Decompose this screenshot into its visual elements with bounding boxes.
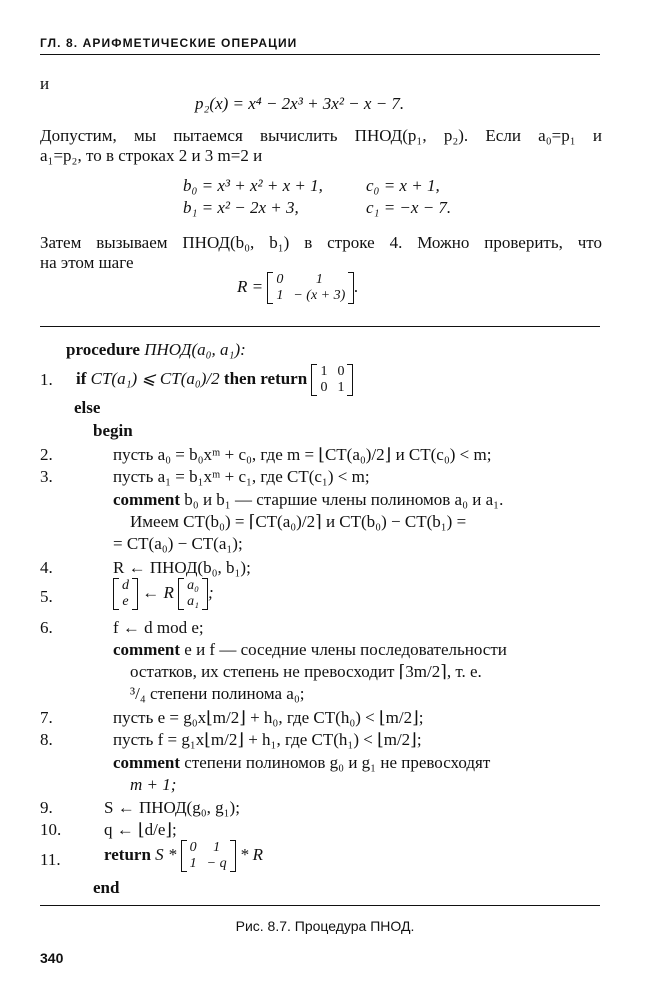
- equation-c1: c₁ = −x − 7.: [366, 198, 452, 217]
- equation-R: [237, 272, 359, 304]
- line-number-2: 2.: [40, 445, 53, 464]
- figure-caption: Рис. 8.7. Процедура ПНОД.: [235, 918, 415, 934]
- code-line-7: пусть e = g₀x⌊m/2⌋ + h₀, где CT(h₀) < ⌊m/2⌋;: [113, 708, 424, 727]
- comment-2-line-3: ³/₄ степени полинома a₀;: [130, 684, 305, 703]
- comment-1-line-1: [113, 490, 503, 510]
- matrix-cell: 1: [320, 364, 328, 379]
- paragraph-2-line-2: на этом шаге: [40, 253, 134, 272]
- code-line-1: [76, 364, 353, 396]
- comment-1-line-2: Имеем CT(b₀) = ⌈CT(a₀)/2⌉ и CT(b₀) − CT(b₁) =: [130, 512, 467, 531]
- vector-a: [178, 578, 208, 610]
- equation-b0: b₀ = x³ + x² + x + 1,: [183, 176, 323, 195]
- keyword-comment: comment: [113, 640, 181, 659]
- paragraph-1-line-2: a₁=p₂, то в строках 2 и 3 m=2 и: [40, 146, 263, 165]
- header-rule: [40, 54, 600, 55]
- comment-2-line-1: [113, 640, 507, 660]
- vector-cell: a₀: [187, 578, 200, 593]
- comment-text: e и f — соседние члены последовательности: [184, 640, 507, 659]
- matrix-R-cell: 1: [315, 272, 323, 287]
- code-line-5: [113, 578, 214, 610]
- keyword-if: if: [76, 368, 87, 388]
- keyword-end: end: [93, 878, 120, 897]
- matrix-R-cell: 0: [276, 272, 284, 287]
- word-and: и: [40, 74, 50, 93]
- condition: CT(a₁) ⩽ CT(a₀)/2: [90, 368, 220, 388]
- matrix-cell: 1: [337, 380, 345, 395]
- matrix-cell: − q: [206, 856, 227, 871]
- matrix-cell: 0: [189, 840, 197, 855]
- paragraph-1-line-1: Допустим, мы пытаемся вычислить ПНОД(p₁, p₂). Если a₀=p₁ и: [40, 126, 602, 145]
- equation-p2: p₂(x) = x⁴ − 2x³ + 3x² − x − 7.: [195, 94, 405, 113]
- matrix-cell: 1: [189, 856, 197, 871]
- running-header: ГЛ. 8. АРИФМЕТИЧЕСКИЕ ОПЕРАЦИИ: [40, 36, 298, 50]
- comment-text: степени полиномов g₀ и g₁ не превосходят: [184, 753, 491, 772]
- vector-cell: a₁: [187, 594, 200, 609]
- figure-bottom-rule: [40, 905, 600, 906]
- comment-2-line-2: остатков, их степень не превосходит ⌈3m/2⌉, т. е.: [130, 662, 482, 681]
- equation-b1: b₁ = x² − 2x + 3,: [183, 198, 299, 217]
- matrix-q: [181, 840, 236, 872]
- keyword-comment: comment: [113, 490, 181, 509]
- vector-cell: e: [122, 594, 129, 609]
- keyword-begin: begin: [93, 421, 133, 440]
- keyword-then-return: then return: [223, 368, 308, 388]
- matrix-cell: 1: [213, 840, 221, 855]
- semicolon: ;: [208, 582, 214, 602]
- comment-3-line-2: m + 1;: [130, 775, 177, 794]
- keyword-else: else: [74, 398, 101, 417]
- matrix-R-cell: 1: [276, 288, 284, 303]
- comment-1-line-3: = CT(a₀) − CT(a₁);: [113, 534, 243, 553]
- code-line-3: пусть a₁ = b₁xᵐ + c₁, где CT(c₁) < m;: [113, 467, 370, 486]
- code-line-4: R ← ПНОД(b₀, b₁);: [113, 558, 251, 577]
- keyword-comment: comment: [113, 753, 181, 772]
- line-number-11: 11.: [40, 850, 61, 869]
- line-number-3: 3.: [40, 467, 53, 486]
- code-line-6: f ← d mod e;: [113, 618, 204, 637]
- line-number-9: 9.: [40, 798, 53, 817]
- return-expr-pre: S *: [155, 844, 177, 864]
- matrix-cell: 0: [337, 364, 345, 379]
- procedure-signature: ПНОД(a₀, a₁):: [144, 340, 246, 359]
- code-line-11: [104, 840, 263, 872]
- keyword-procedure: procedure: [66, 340, 140, 359]
- assign-R: ← R: [142, 582, 174, 602]
- matrix-R-cell: − (x + 3): [293, 288, 346, 303]
- line-number-7: 7.: [40, 708, 53, 727]
- figure-top-rule: [40, 326, 600, 327]
- paragraph-2-line-1: Затем вызываем ПНОД(b₀, b₁) в строке 4. Можно проверить, что: [40, 233, 602, 252]
- line-number-10: 10.: [40, 820, 62, 839]
- code-line-2: пусть a₀ = b₀xᵐ + c₀, где m = ⌊CT(a₀)/2⌋ и CT(c₀) < m;: [113, 445, 492, 464]
- code-line-9: S ← ПНОД(g₀, g₁);: [104, 798, 240, 817]
- line-number-4: 4.: [40, 558, 53, 577]
- equation-R-end: .: [354, 276, 359, 296]
- identity-matrix: [311, 364, 353, 396]
- equation-R-lhs: R =: [237, 276, 264, 296]
- equation-c0: c₀ = x + 1,: [366, 176, 440, 195]
- line-number-6: 6.: [40, 618, 53, 637]
- comment-text: b₀ и b₁ — старшие члены полиномов a₀ и a₁.: [184, 490, 504, 509]
- page-number: 340: [40, 950, 64, 966]
- code-line-10: q ← ⌊d/e⌋;: [104, 820, 177, 839]
- vector-de: [113, 578, 138, 610]
- code-line-8: пусть f = g₁x⌊m/2⌋ + h₁, где CT(h₁) < ⌊m/2⌋;: [113, 730, 422, 749]
- line-number-8: 8.: [40, 730, 53, 749]
- line-number-5: 5.: [40, 587, 53, 606]
- keyword-return: return: [104, 844, 151, 864]
- matrix-R: [267, 272, 354, 304]
- matrix-cell: 0: [320, 380, 328, 395]
- comment-3-line-1: [113, 753, 490, 773]
- procedure-head: [66, 340, 246, 360]
- line-number-1: 1.: [40, 370, 53, 389]
- return-expr-post: * R: [239, 844, 263, 864]
- vector-cell: d: [122, 578, 129, 593]
